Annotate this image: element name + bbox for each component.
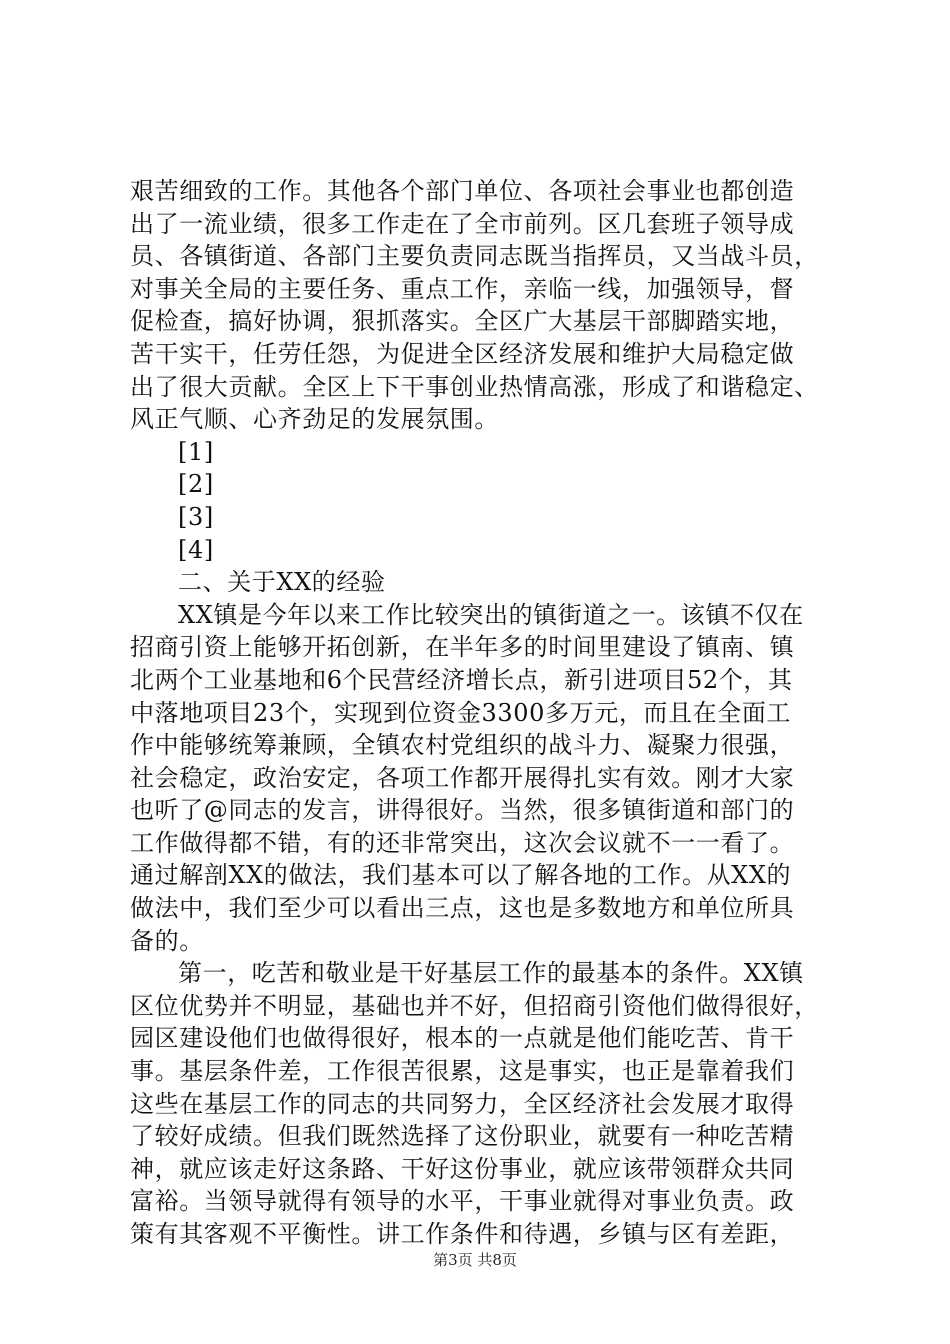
text-line: 招商引资上能够开拓创新，在半年多的时间里建设了镇南、镇 bbox=[130, 633, 795, 662]
page-footer bbox=[0, 1250, 950, 1270]
text-line: 工作做得都不错，有的还非常突出，这次会议就不一一看了。 bbox=[130, 828, 795, 857]
text-line: 苦干实干，任劳任怨，为促进全区经济发展和维护大局稳定做 bbox=[130, 339, 795, 368]
text-line: 了较好成绩。但我们既然选择了这份职业，就要有一种吃苦精 bbox=[130, 1122, 795, 1151]
text-line: 对事关全局的主要任务、重点工作，亲临一线，加强领导，督 bbox=[130, 274, 795, 303]
text-line: 做法中，我们至少可以看出三点，这也是多数地方和单位所具 bbox=[130, 894, 795, 923]
text-line: 神，就应该走好这条路、干好这份事业，就应该带领群众共同 bbox=[130, 1154, 795, 1183]
reference-marker: [4] bbox=[178, 535, 214, 564]
text-line: 艰苦细致的工作。其他各个部门单位、各项社会事业也都创造 bbox=[130, 177, 795, 205]
text-line: 出了很大贡献。全区上下干事创业热情高涨，形成了和谐稳定、 bbox=[130, 372, 819, 401]
page-number: 第3页 共8页 bbox=[433, 1251, 517, 1269]
reference-marker: [2] bbox=[178, 470, 214, 499]
text-line: 出了一流业绩，很多工作走在了全市前列。区几套班子领导成 bbox=[130, 209, 795, 238]
text-line: 富裕。当领导就得有领导的水平，干事业就得对事业负责。政 bbox=[130, 1187, 795, 1216]
text-line: 中落地项目23个，实现到位资金3300多万元，而且在全面工 bbox=[130, 698, 792, 727]
text-line: 也听了@同志的发言，讲得很好。当然，很多镇街道和部门的 bbox=[130, 796, 795, 825]
text-line: 园区建设他们也做得很好，根本的一点就是他们能吃苦、肯干 bbox=[130, 1024, 795, 1053]
text-line: 备的。 bbox=[130, 926, 204, 955]
section-heading: 二、关于XX的经验 bbox=[178, 568, 386, 597]
reference-marker: [3] bbox=[178, 502, 214, 531]
text-line: 区位优势并不明显，基础也并不好，但招商引资他们做得很好， bbox=[130, 991, 819, 1020]
reference-marker: [1] bbox=[178, 437, 214, 466]
document-body bbox=[130, 175, 830, 1251]
text-line: 策有其客观不平衡性。讲工作条件和待遇，乡镇与区有差距， bbox=[130, 1220, 795, 1248]
paragraph-start: XX镇是今年以来工作比较突出的镇街道之一。该镇不仅在 bbox=[178, 600, 804, 629]
text-line: 社会稳定，政治安定，各项工作都开展得扎实有效。刚才大家 bbox=[130, 763, 795, 792]
text-line: 事。基层条件差，工作很苦很累，这是事实，也正是靠着我们 bbox=[130, 1057, 795, 1086]
text-line: 风正气顺、心齐劲足的发展氛围。 bbox=[130, 405, 499, 434]
text-line: 作中能够统筹兼顾，全镇农村党组织的战斗力、凝聚力很强， bbox=[130, 731, 795, 760]
text-line: 促检查，搞好协调，狠抓落实。全区广大基层干部脚踏实地， bbox=[130, 307, 795, 336]
text-line: 北两个工业基地和6个民营经济增长点，新引进项目52个，其 bbox=[130, 665, 793, 694]
text-line: 通过解剖XX的做法，我们基本可以了解各地的工作。从XX的 bbox=[130, 861, 792, 890]
paragraph-start: 第一，吃苦和敬业是干好基层工作的最基本的条件。XX镇 bbox=[178, 959, 804, 988]
text-line: 这些在基层工作的同志的共同努力，全区经济社会发展才取得 bbox=[130, 1089, 795, 1118]
text-line: 员、各镇街道、各部门主要负责同志既当指挥员，又当战斗员， bbox=[130, 242, 819, 271]
